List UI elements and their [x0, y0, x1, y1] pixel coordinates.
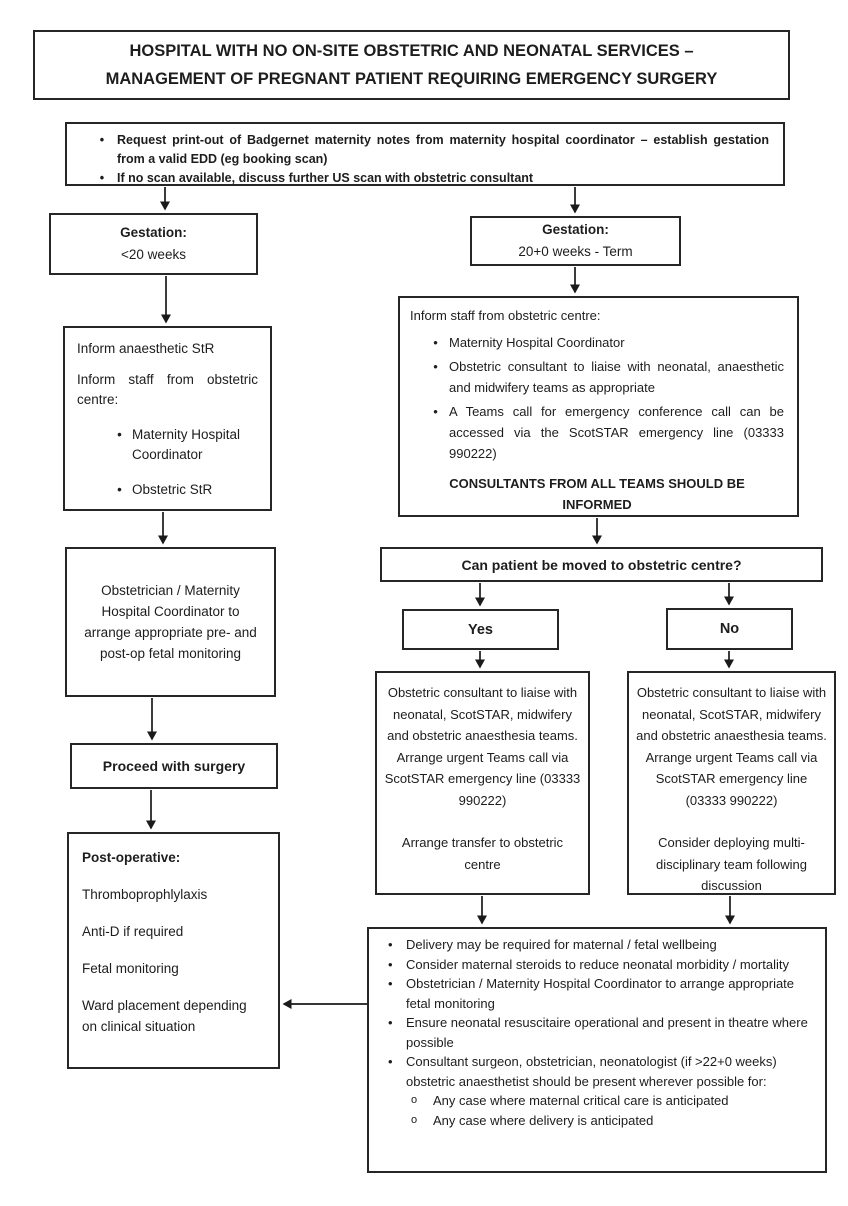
inform-left-bullet-1: Maternity Hospital Coordinator: [132, 427, 241, 462]
list-item: [77, 425, 258, 465]
yes-label: Yes: [468, 621, 493, 638]
postop-item-4: Ward placement depending on clinical situation: [82, 998, 247, 1034]
inform-anaesthetic-box: [63, 326, 272, 511]
no-label: No: [719, 621, 740, 637]
decision-move-patient-box: [380, 547, 823, 582]
final-bullet-5: Consultant surgeon, obstetrician, neonatologist (if >22+0 weeks) obstetric anaesthetist should be present wherever possible for:: [406, 1054, 777, 1089]
circle-bullet-icon: o: [411, 1094, 418, 1106]
no-branch-para-1: Obstetric consultant to liaise with neonatal, ScotSTAR, midwifery and obstetric anaesthesia teams. Arrange urgent Teams call via ScotSTAR emergency line (03333 990222): [636, 685, 827, 808]
list-item: [410, 332, 784, 353]
final-sub-bullet-2: Any case where delivery is anticipated: [433, 1112, 654, 1128]
decision-no-box: [666, 608, 793, 650]
title-box: [33, 30, 790, 100]
sub-list-item: [381, 1111, 813, 1131]
list-item: [87, 169, 771, 188]
inform-right-bullet-3: A Teams call for emergency conference call can be accessed via the ScotSTAR emergency line (03333 990222): [449, 404, 784, 461]
postop-item-1: Thromboprophlylaxis: [82, 887, 208, 902]
yes-branch-box: [375, 671, 590, 895]
list-item: [381, 1013, 813, 1052]
final-bullet-4: Ensure neonatal resuscitaire operational and present in theatre where possible: [406, 1015, 808, 1050]
inform-right-heading: Inform staff from obstetric centre:: [410, 308, 601, 323]
gestation-value: 20+0 weeks - Term: [518, 244, 633, 259]
decision-question: Can patient be moved to obstetric centre?: [461, 556, 742, 573]
postop-heading: Post-operative:: [82, 850, 181, 865]
gestation-label: Gestation:: [120, 225, 187, 240]
yes-branch-para-1: Obstetric consultant to liaise with neonatal, ScotSTAR, midwifery and obstetric anaesthesia teams. Arrange urgent Teams call via ScotSTAR emergency line (03333 990222): [384, 685, 581, 808]
postop-item-3: Fetal monitoring: [82, 961, 179, 976]
final-bullet-2: Consider maternal steroids to reduce neonatal morbidity / mortality: [406, 956, 789, 972]
decision-yes-box: [402, 609, 559, 650]
list-item: [77, 480, 258, 500]
bullet-icon: •: [433, 359, 438, 374]
inform-line-2: Inform staff from obstetric centre:: [77, 372, 258, 407]
bullet-icon: •: [99, 133, 105, 147]
list-item: [87, 131, 771, 169]
proceed-text: Proceed with surgery: [102, 758, 246, 774]
list-item: [381, 935, 813, 955]
bullet-icon: •: [388, 937, 393, 952]
list-item: [381, 1052, 813, 1091]
bullet-icon: •: [433, 335, 438, 350]
inform-right-bullet-2: Obstetric consultant to liaise with neonatal, anaesthetic and midwifery teams as appropriate: [449, 359, 784, 395]
post-operative-box: [67, 832, 280, 1069]
intro-bullet-2: If no scan available, discuss further US scan with obstetric consultant: [117, 171, 534, 185]
bullet-icon: •: [433, 404, 438, 419]
intro-box: [65, 122, 785, 186]
no-branch-para-2: Consider deploying multi-disciplinary team following discussion: [655, 835, 807, 893]
intro-bullet-1: Request print-out of Badgernet maternity notes from maternity hospital coordinator – establish gestation from a valid EDD (eg booking scan): [117, 133, 769, 166]
bullet-icon: •: [388, 1015, 393, 1030]
list-item: [410, 401, 784, 464]
bullet-icon: •: [388, 1054, 393, 1069]
bullet-icon: •: [117, 427, 122, 442]
page-title: HOSPITAL WITH NO ON-SITE OBSTETRIC AND NEONATAL SERVICES – MANAGEMENT OF PREGNANT PATIENT REQUIRING EMERGENCY SURGERY: [105, 42, 718, 88]
gestation-value: <20 weeks: [121, 247, 186, 262]
inform-obstetric-centre-box: [398, 296, 799, 517]
bullet-icon: •: [117, 482, 122, 497]
final-bullet-3: Obstetrician / Maternity Hospital Coordinator to arrange appropriate fetal monitoring: [406, 976, 795, 1011]
bullet-icon: •: [388, 956, 393, 972]
prepost-text: Obstetrician / Maternity Hospital Coordinator to arrange appropriate pre- and post-op fetal monitoring: [84, 583, 257, 661]
proceed-with-surgery-box: [70, 743, 278, 789]
list-item: [410, 356, 784, 398]
circle-bullet-icon: o: [411, 1113, 418, 1126]
gestation-20-to-term-box: [470, 216, 681, 266]
inform-left-bullet-2: Obstetric StR: [132, 482, 213, 497]
inform-line-1: Inform anaesthetic StR: [77, 341, 215, 356]
list-item: [381, 974, 813, 1013]
delivery-considerations-box: [367, 927, 827, 1173]
sub-list-item: [381, 1091, 813, 1111]
bullet-icon: •: [99, 171, 105, 185]
inform-right-bullet-1: Maternity Hospital Coordinator: [449, 335, 625, 350]
final-bullet-1: Delivery may be required for maternal / fetal wellbeing: [406, 937, 717, 952]
list-item: [381, 955, 813, 975]
gestation-label: Gestation:: [542, 222, 609, 237]
final-sub-bullet-1: Any case where maternal critical care is anticipated: [433, 1093, 729, 1108]
consultants-informed-note: CONSULTANTS FROM ALL TEAMS SHOULD BE INFORMED: [449, 476, 745, 512]
prepost-monitoring-box: [65, 547, 276, 697]
postop-item-2: Anti-D if required: [82, 924, 184, 939]
bullet-icon: •: [388, 976, 393, 991]
yes-branch-para-2: Arrange transfer to obstetric centre: [401, 835, 564, 872]
no-branch-box: [627, 671, 836, 895]
gestation-under-20-box: [49, 213, 258, 275]
